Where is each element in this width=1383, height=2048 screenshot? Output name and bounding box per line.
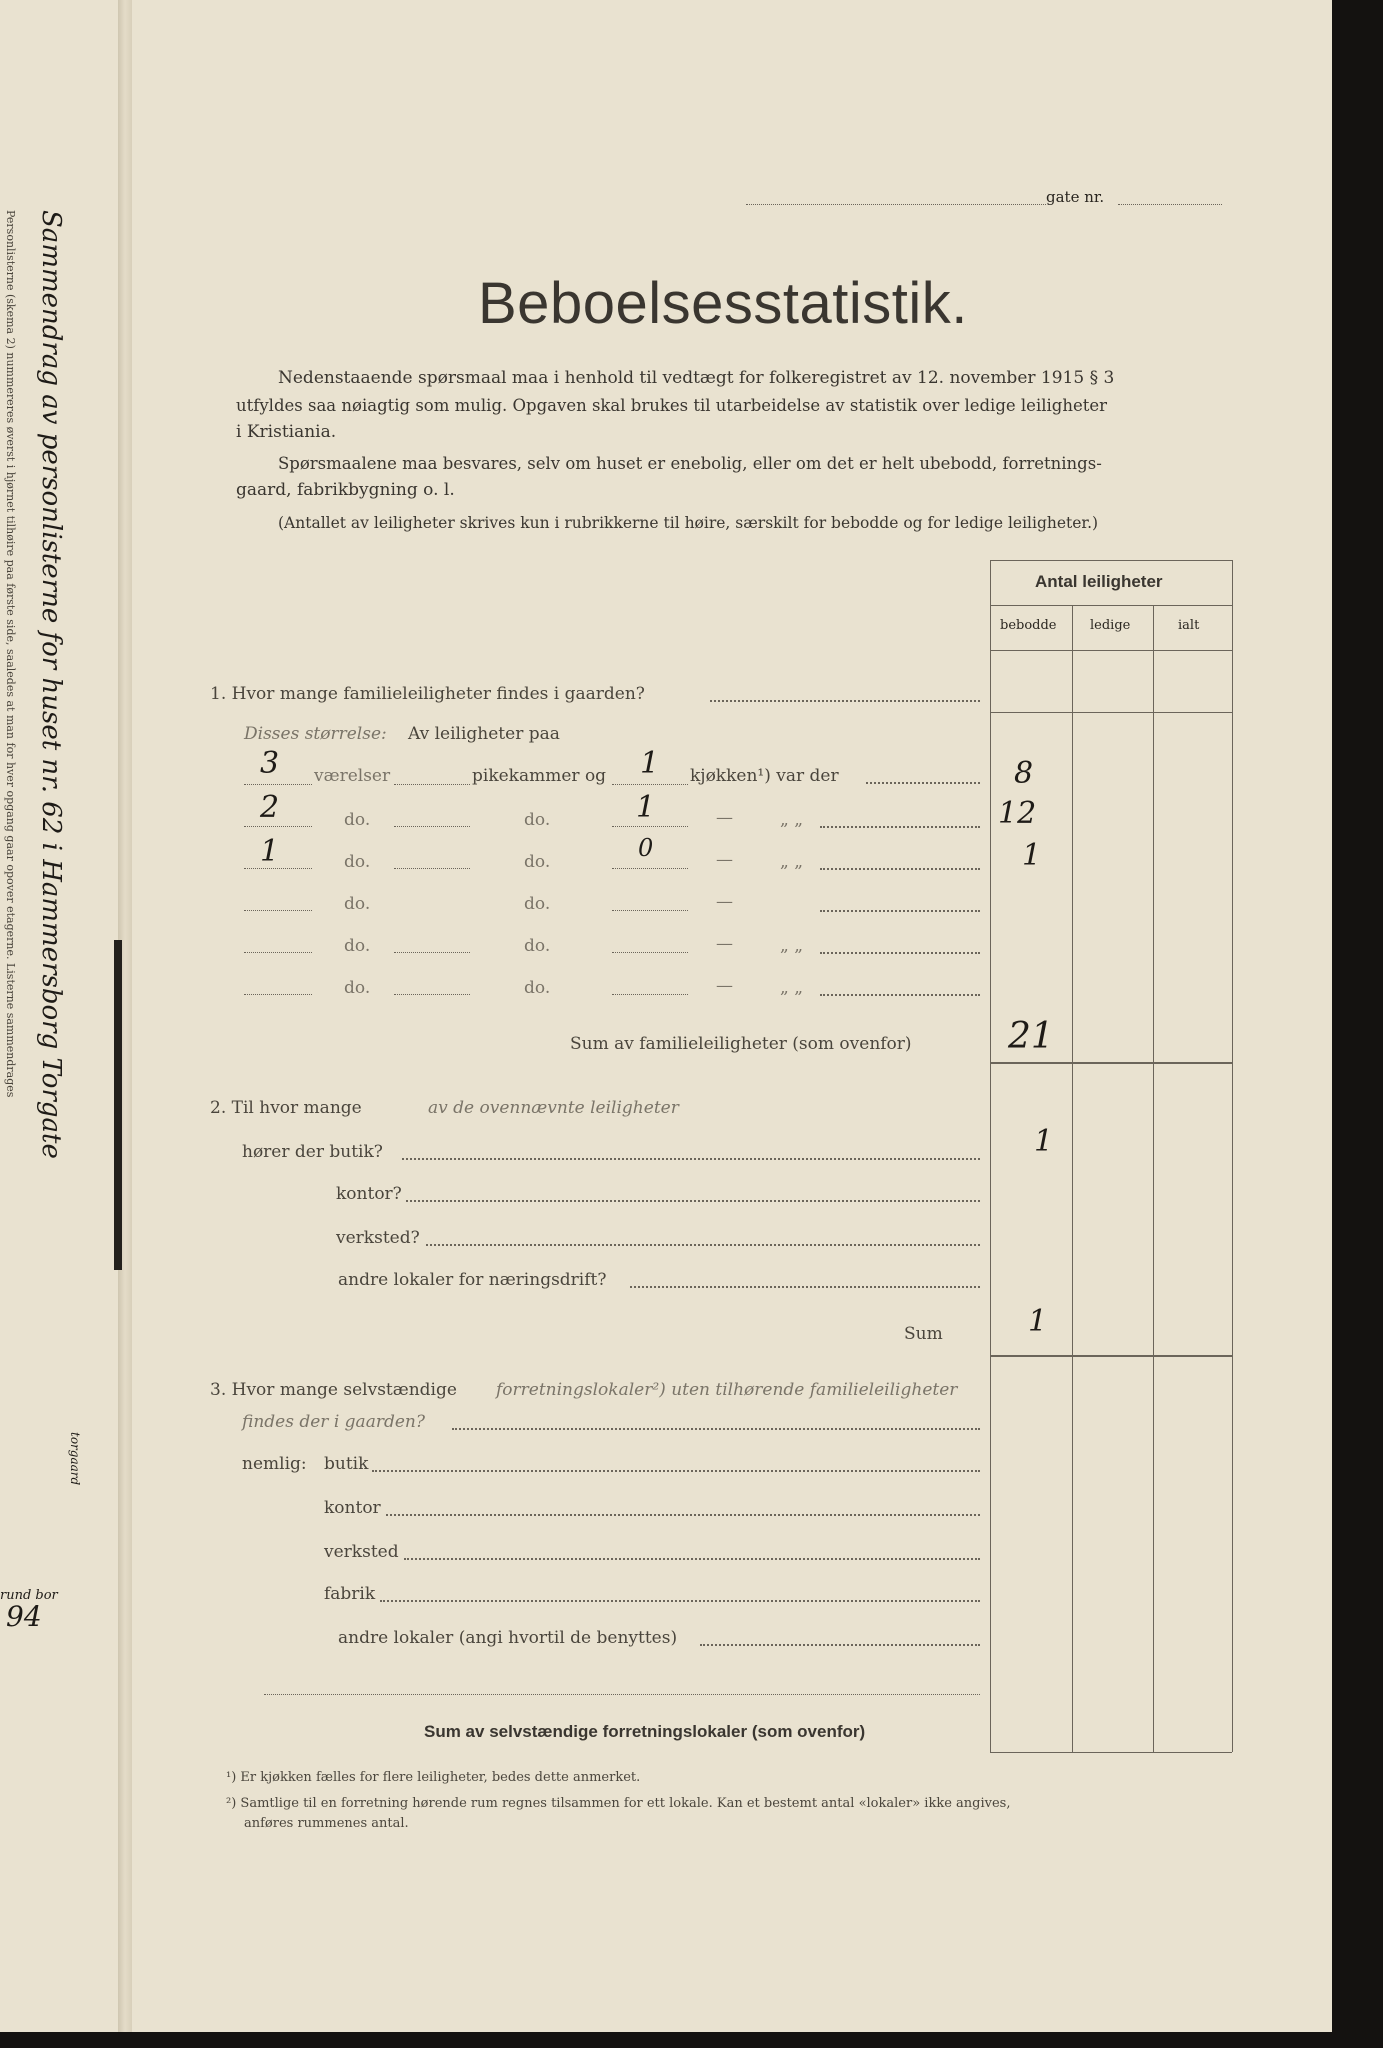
row1-pikekammer: pikekammer og [472,766,607,786]
col-line-0 [990,560,991,1752]
page-title: Beboelsesstatistik. [478,271,968,336]
q3-fabrik: fabrik [324,1584,376,1604]
row5-quote: „ „ [780,936,804,956]
row3-rooms-line [244,868,312,869]
row2-dots [820,826,980,828]
q1-text: 1. Hvor mange familieleiligheter findes i gaarden? [210,684,645,704]
q3-andre-dots [700,1644,980,1646]
row3-dash: — [716,850,733,870]
q1-dots [710,700,980,702]
q3-nemlig: nemlig: [242,1454,307,1474]
q2-butik-dots [402,1158,980,1160]
q1-sum-label: Sum av familieleiligheter (som ovenfor) [570,1034,912,1054]
q3-text-b: forretningslokaler²) uten tilhørende familieleiligheter [496,1380,958,1400]
row1-kitchen: 1 [640,746,660,781]
col-ialt: ialt [1178,618,1200,633]
row4-rooms-line [244,910,312,911]
row1-kitchen-line [612,784,688,785]
row3-quote: „ „ [780,852,804,872]
q3-butik: butik [324,1454,369,1474]
row5-pike-line [394,952,470,953]
row6-do2: do. [524,978,551,998]
row-divider-q1 [990,712,1232,713]
col-bebodde: bebodde [1000,618,1057,633]
row6-dash: — [716,976,733,996]
intro-line-3: i Kristiania. [236,422,337,442]
right-border [1332,0,1383,2048]
row6-rooms-line [244,994,312,995]
row5-kitchen-line [612,952,688,953]
sidebar-handwritten: Sammendrag av personlisterne for huset nr. 62 i Hammersborg Torgate [36,210,66,1159]
row6-pike-line [394,994,470,995]
gate-nr-label: gate nr. [1046,188,1105,206]
q2-sum-value: 1 [1028,1304,1048,1339]
q3-text-dots [452,1428,980,1430]
row2-rooms-line [244,826,312,827]
row2-pike-line [394,826,470,827]
row1-dots [866,782,980,784]
row3-do: do. [344,852,371,872]
row5-dots [820,952,980,954]
q3-fabrik-dots [380,1600,980,1602]
col-ledige: ledige [1090,618,1131,633]
footnote-2a: ²) Samtlige til en forretning hørende rum regnes tilsammen for ett lokale. Kan et bestemt antal «lokaler» ikke angives, [226,1796,1011,1811]
q1-disses: Disses størrelse: [244,724,387,744]
header-bottom [990,650,1232,651]
row3-kitchen-line [612,868,688,869]
intro-line-5: gaard, fabrikbygning o. l. [236,480,455,500]
q3-text-c: findes der i gaarden? [242,1412,425,1432]
row2-quote: „ „ [780,810,804,830]
sidebar-grund-label: rund bor [0,1588,58,1603]
sidebar-printed: Personlisterne (skema 2) nummereres øverst i hjørnet tilhøire paa første side, saaledes at man for hver opgang gaar opover etagerne. Listerne sammendrages [4,210,17,1098]
row2-do2: do. [524,810,551,830]
row2-dash: — [716,808,733,828]
q1-av-leil: Av leiligheter paa [408,724,560,744]
row3-kitchen: 0 [638,834,654,862]
row4-dots [820,910,980,912]
q3-extra-line [264,1694,980,1695]
q3-andre: andre lokaler (angi hvortil de benyttes) [338,1628,678,1648]
row3-pike-line [394,868,470,869]
binding-edge [114,940,122,1270]
q3-sum-label: Sum av selvstændige forretningslokaler (som ovenfor) [424,1722,866,1741]
footnote-2b: anføres rummenes antal. [244,1816,409,1831]
col-line-1 [1072,605,1073,1752]
q3-text-a: 3. Hvor mange selvstændige [210,1380,457,1400]
row1-bebodde: 8 [1014,756,1034,791]
q2-verksted-dots [426,1244,980,1246]
sidebar-torgaard: torgaard [68,1432,82,1486]
row2-bebodde: 12 [998,796,1037,831]
q3-verksted: verksted [324,1542,399,1562]
row3-rooms: 1 [260,834,280,869]
row4-dash: — [716,892,733,912]
row5-dash: — [716,934,733,954]
bottom-border [0,2032,1383,2048]
sidebar-grund-value: 94 [6,1600,42,1633]
row1-pike-line [394,784,470,785]
table-bottom [990,1752,1232,1753]
intro-line-4: Spørsmaalene maa besvares, selv om huset er enebolig, eller om det er helt ubebodd, forretnings- [278,454,1102,473]
q2-text-a: 2. Til hvor mange [210,1098,362,1118]
gate-nr-line [746,204,1046,205]
q3-kontor: kontor [324,1498,381,1518]
row4-do2: do. [524,894,551,914]
q2-andre-dots [630,1286,980,1288]
row3-bebodde: 1 [1022,838,1042,873]
row1-kjokken: kjøkken¹) var der [690,766,839,786]
intro-line-1: Nedenstaaende spørsmaal maa i henhold til vedtægt for folkeregistret av 12. november 1915 § 3 [278,368,1115,388]
intro-line-6: (Antallet av leiligheter skrives kun i rubrikkerne til høire, særskilt for bebodde og for ledige leiligheter.) [278,514,1099,532]
col-line-2 [1153,605,1154,1752]
row1-vaerelser: værelser [314,766,391,786]
row6-dots [820,994,980,996]
row3-dots [820,868,980,870]
row4-kitchen-line [612,910,688,911]
row2-kitchen-line [612,826,688,827]
antal-leiligheter-header: Antal leiligheter [1035,572,1163,591]
q2-butik-value: 1 [1034,1124,1054,1159]
footnote-1: ¹) Er kjøkken fælles for flere leiligheter, bedes dette anmerket. [226,1770,641,1785]
row4-do: do. [344,894,371,914]
q2-sum-label: Sum [904,1324,943,1344]
q1-sum-value: 21 [1008,1016,1054,1057]
row6-do: do. [344,978,371,998]
q2-kontor: kontor? [336,1184,402,1204]
table-top-line [990,560,1232,561]
q3-kontor-dots [386,1514,980,1516]
header-divider [990,605,1232,606]
q3-verksted-dots [404,1558,980,1560]
q2-text-b: av de ovennævnte leiligheter [428,1098,679,1118]
row5-rooms-line [244,952,312,953]
col-line-3 [1232,560,1233,1752]
row3-do2: do. [524,852,551,872]
row5-do: do. [344,936,371,956]
row5-do2: do. [524,936,551,956]
row6-quote: „ „ [780,978,804,998]
intro-line-2: utfyldes saa nøiagtig som mulig. Opgaven skal brukes til utarbeidelse av statistik over ledige leiligheter [236,396,1108,415]
row1-rooms-line [244,784,312,785]
q2-verksted: verksted? [336,1228,420,1248]
row2-rooms: 2 [260,790,280,825]
row1-rooms: 3 [260,746,280,781]
q2-andre: andre lokaler for næringsdrift? [338,1270,607,1290]
row6-kitchen-line [612,994,688,995]
q2-kontor-dots [406,1200,980,1202]
row2-do: do. [344,810,371,830]
sum-line-1 [990,1062,1232,1064]
sum-line-2 [990,1355,1232,1357]
gate-nr-line-2 [1118,204,1222,205]
row2-kitchen: 1 [636,790,656,825]
q3-butik-dots [372,1470,980,1472]
q2-butik: hører der butik? [242,1142,383,1162]
